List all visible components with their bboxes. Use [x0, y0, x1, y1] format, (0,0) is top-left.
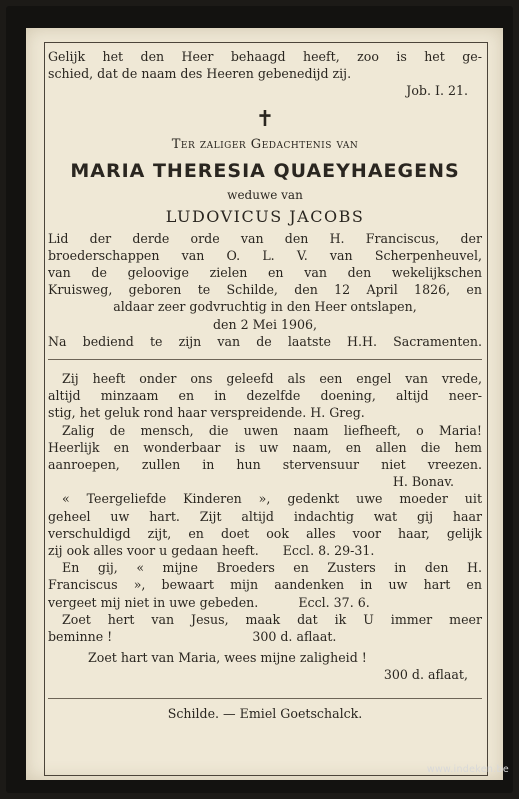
verse-line: Zoet hart van Maria, wees mijne zaligheid ! [88, 650, 367, 666]
widow-of-label: weduwe van [227, 187, 303, 202]
printer-line: Schilde. — Emiel Goetschalck. [167, 705, 363, 721]
cross-icon: ✝ [255, 106, 275, 132]
verse-line: geheel uw hart. Zijt altijd indachtig wat gij haar [48, 508, 482, 524]
site-watermark: www.indeken.be [426, 764, 509, 775]
divider [48, 698, 482, 699]
verse-line: Zij heeft onder ons geleefd als een engel van vrede, [62, 371, 482, 387]
quote-reference: Job. I. 21. [406, 83, 468, 99]
verse-reference: H. Bonav. [392, 474, 454, 490]
verse-line: aanroepen, zullen in hun stervensuur niet vreezen. [48, 457, 482, 473]
bio-line: van de geloovige zielen en van den wekelijkschen [48, 265, 482, 281]
bio-line: broederschappen van O. L. V. van Scherpenheuvel, [48, 247, 482, 263]
sacraments-line: Na bediend te zijn van de laatste H.H. Sacramenten. [48, 333, 482, 349]
verse-line: altijd minzaam en in dezelfde doening, altijd neer- [48, 388, 482, 404]
card-paper [26, 28, 503, 780]
biography [48, 230, 482, 350]
verse-line: verschuldigd zijt, en doet ook alles voor haar, gelijk [48, 525, 482, 541]
verse-line: « Teergeliefde Kinderen », gedenkt uwe moeder uit [62, 491, 482, 507]
verse-line: Heerlijk en wonderbaar is uw naam, en allen die hem [48, 439, 482, 455]
memorial-card [6, 6, 513, 793]
quote-line: Gelijk het den Heer behaagd heeft, zoo is het ge- [48, 49, 482, 64]
indulgence-note: 300 d. aflaat, [383, 667, 468, 683]
card-content [48, 48, 482, 723]
divider [48, 359, 482, 360]
verse-line: En gij, « mijne Broeders en Zusters in den H. [62, 560, 482, 576]
quote-line: schied, dat de naam des Heeren gebenedijd zij. [48, 66, 352, 82]
bio-line: Kruisweg, geboren te Schilde, den 12 April 1826, en [48, 282, 482, 298]
verse-line: zij ook alles voor u gedaan heeft. Eccl. 8. 29-31. [48, 543, 375, 559]
verse-line: Zoet hert van Jesus, maak dat ik U immer meer [62, 611, 482, 627]
verse-line: Franciscus », bewaart mijn aandenken in uw hart en [48, 577, 482, 593]
verse-line: stig, het geluk rond haar verspreidende. H. Greg. [48, 405, 365, 421]
opening-quote [48, 48, 482, 100]
bio-line: Lid der derde orde van den H. Franciscus, der [48, 230, 482, 246]
verse-line: vergeet mij niet in uwe gebeden. Eccl. 37. 6. [48, 594, 370, 610]
bio-line: aldaar zeer godvruchtig in den Heer ontslapen, [113, 299, 417, 315]
verse-line: beminne ! 300 d. aflaat. [48, 629, 337, 645]
verse-line: Zalig de mensch, die uwen naam liefheeft, o Maria! [62, 422, 482, 438]
husband-name: LUDOVICUS JACOBS [165, 206, 365, 226]
deceased-name: MARIA THERESIA QUAEYHAEGENS [70, 159, 460, 182]
verses [48, 370, 482, 684]
memorial-heading: Ter zaliger Gedachtenis van [171, 136, 359, 152]
death-date: den 2 Mei 1906, [212, 316, 318, 332]
